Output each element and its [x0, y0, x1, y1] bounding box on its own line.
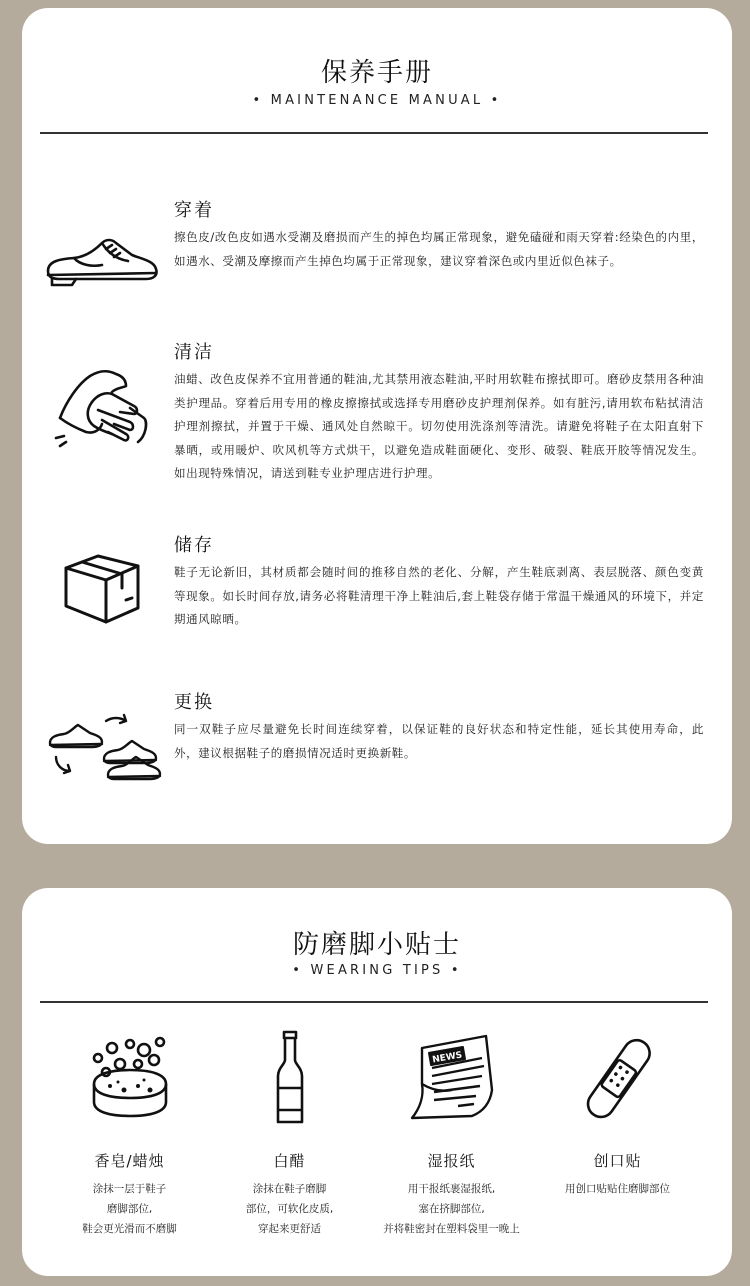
- section-text: 油蜡、改色皮保养不宜用普通的鞋油,尤其禁用液态鞋油,平时用软鞋布擦拭即可。磨砂皮禁用各种油类护理品。穿着后用专用的橡皮擦擦拭或选择专用磨砂皮护理剂保养。如有脏污,请用软布粘拭清洁护理剂擦拭，并置于干燥、通风处自然晾干。切勿使用洗涤剂等清洗。请避免将鞋子在太阳直射下暴晒，或用暖炉、吹风机等方式烘干，以避免造成鞋面硬化、变形、破裂、鞋底开胶等情况发生。如出现特殊情况，请送到鞋专业护理店进行护理。: [174, 372, 704, 480]
- shoe-icon: [42, 216, 162, 306]
- wearing-tips-card: [22, 888, 732, 1276]
- section-title: 穿着: [174, 200, 214, 221]
- wiping-hand-icon: [42, 362, 162, 452]
- tip-title: 湿报纸: [427, 1152, 476, 1170]
- maintenance-subtitle: • MAINTENANCE MANUAL •: [252, 93, 502, 108]
- tip-text: 涂抹在鞋子磨脚 部位，可软化皮质, 穿起来更舒适: [245, 1183, 334, 1235]
- tips-title: 防磨脚小贴士: [292, 930, 461, 960]
- soap-icon: [80, 1028, 180, 1128]
- box-icon: [42, 543, 162, 633]
- section-text: 擦色皮/改色皮如遇水受潮及磨损而产生的掉色均属正常现象，避免磕碰和雨天穿着:经染色的内里，如遇水、受潮及摩擦而产生掉色均属于正常现象，建议穿着深色或内里近似色袜子。: [174, 230, 704, 268]
- section-title: 更换: [174, 692, 214, 713]
- newspaper-label: NEWS: [431, 1050, 463, 1066]
- section-title: 清洁: [174, 342, 214, 363]
- tip-vinegar: [212, 1028, 367, 1239]
- tip-text: 用干报纸裹湿报纸, 塞在挤脚部位, 并将鞋密封在塑料袋里一晚上: [383, 1183, 520, 1235]
- bandage-icon: [568, 1028, 668, 1128]
- divider: [40, 1001, 708, 1003]
- shoe-exchange-icon: [42, 704, 162, 794]
- divider: [40, 132, 708, 134]
- bottle-icon: [240, 1028, 340, 1128]
- tip-title: 白醋: [273, 1152, 306, 1170]
- section-text: 鞋子无论新旧，其材质都会随时间的推移自然的老化、分解，产生鞋底剥离、表层脱落、颜色变黄等现象。如长时间存放,请务必将鞋清理干净上鞋油后,套上鞋袋存储于常温干燥通风的环境下，并定期通风晾晒。: [174, 565, 704, 626]
- tips-subtitle: • WEARING TIPS •: [292, 963, 462, 978]
- tip-text: 用创口贴贴住磨脚部位: [565, 1183, 670, 1195]
- tip-newspaper: [374, 1028, 529, 1239]
- maintenance-card: [22, 8, 732, 844]
- tip-bandage: [540, 1028, 695, 1199]
- tip-soap: [52, 1028, 207, 1239]
- newspaper-icon: [402, 1028, 502, 1128]
- section-text: 同一双鞋子应尽量避免长时间连续穿着，以保证鞋的良好状态和特定性能，延长其使用寿命，此外，建议根据鞋子的磨损情况适时更换新鞋。: [174, 722, 704, 760]
- maintenance-title: 保养手册: [320, 58, 433, 88]
- tip-title: 创口贴: [593, 1152, 642, 1170]
- section-title: 储存: [174, 535, 214, 556]
- tip-text: 涂抹一层于鞋子 磨脚部位, 鞋会更光滑而不磨脚: [82, 1183, 177, 1235]
- tip-title: 香皂/蜡烛: [94, 1152, 165, 1170]
